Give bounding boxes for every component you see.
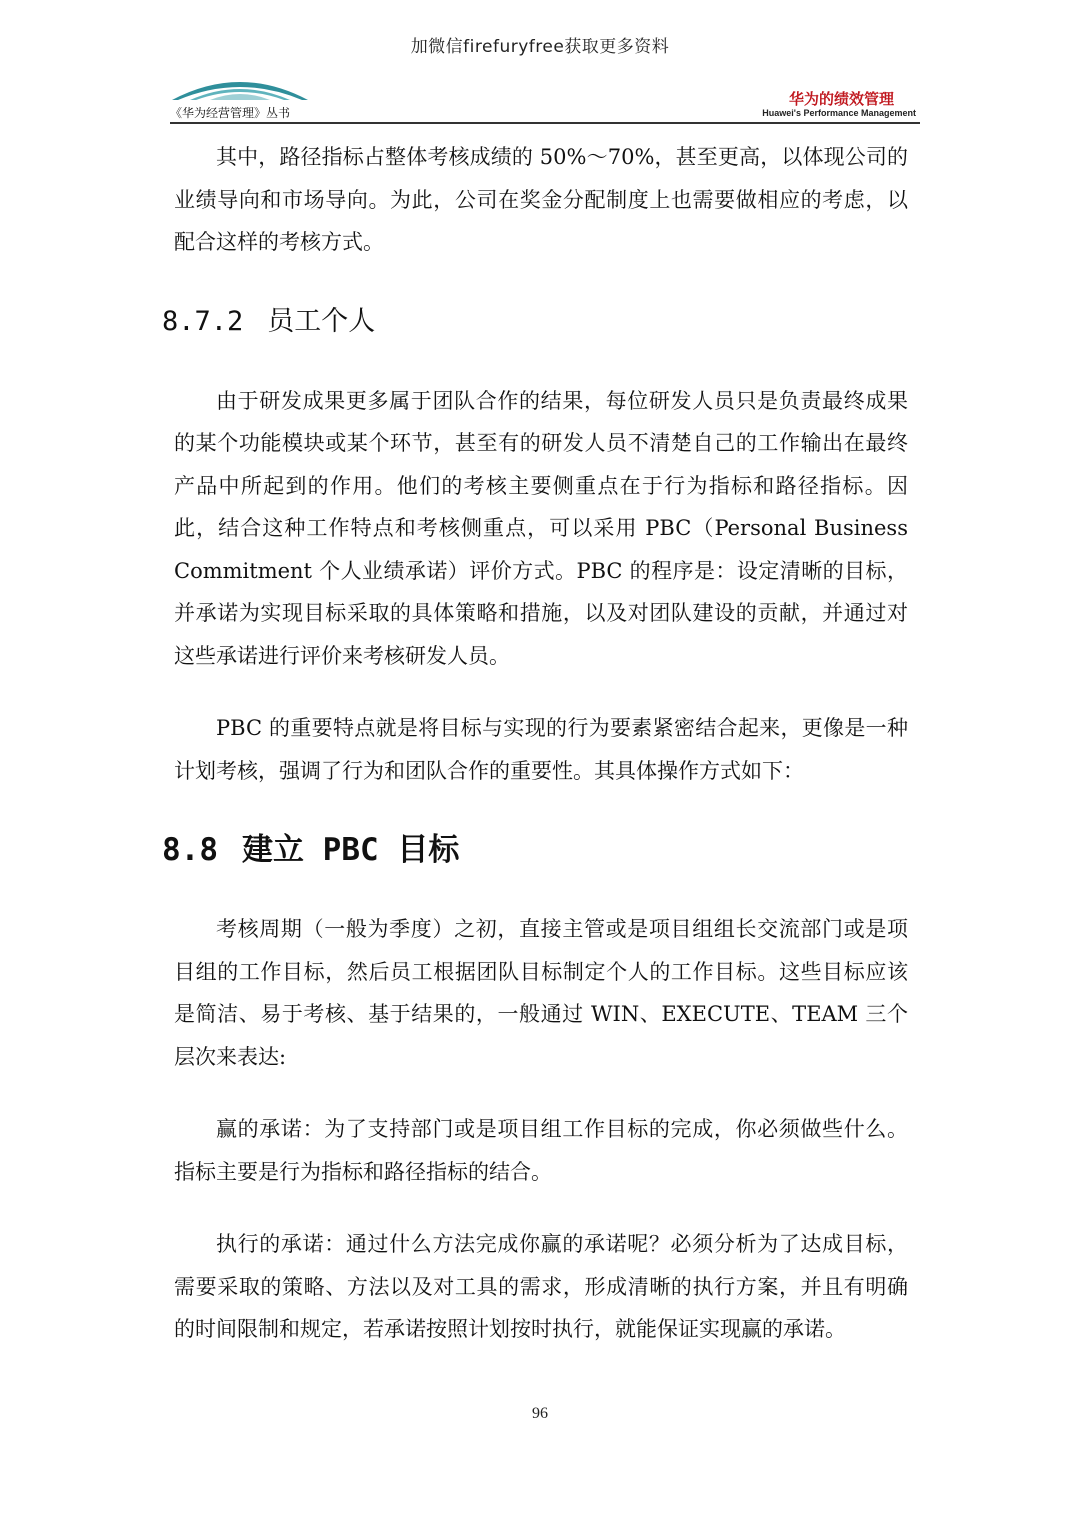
page-number: 96 [532, 1405, 548, 1422]
brand-title-cn: 华为的绩效管理 [788, 90, 894, 108]
mountain-arc-logo-icon [170, 72, 310, 102]
section-title: 建立 PBC 目标 [242, 832, 460, 868]
page-body [162, 136, 908, 1351]
body-paragraph: 赢的承诺：为了支持部门或是项目组工作目标的完成，你必须做些什么。指标主要是行为指标和路径指标的结合。 [174, 1117, 908, 1184]
section-number: 8.8 [162, 832, 218, 868]
series-name: 《华为经营管理》丛书 [170, 106, 291, 120]
body-paragraph: 考核周期（一般为季度）之初，直接主管或是项目组组长交流部门或是项目组的工作目标，然后员工根据团队目标制定个人的工作目标。这些目标应该是简洁、易于考核、基于结果的，一般通过 WIN、EXECUTE、TEAM 三个层次来表达: [174, 917, 908, 1069]
section-number: 8.7.2 [162, 305, 244, 337]
body-paragraph: 其中，路径指标占整体考核成绩的 50%～70%，甚至更高，以体现公司的业绩导向和市场导向。为此，公司在奖金分配制度上也需要做相应的考虑，以配合这样的考核方式。 [174, 145, 908, 254]
body-paragraph: 执行的承诺：通过什么方法完成你赢的承诺呢？必须分析为了达成目标，需要采取的策略、方法以及对工具的需求，形成清晰的执行方案，并且有明确的时间限制和规定，若承诺按照计划按时执行，就能保证实现赢的承诺。 [174, 1232, 908, 1341]
body-paragraph: PBC 的重要特点就是将目标与实现的行为要素紧密结合起来，更像是一种计划考核，强调了行为和团队合作的重要性。其具体操作方式如下： [174, 716, 908, 783]
section-heading-8-8 [162, 828, 908, 872]
brand-title-en: Huawei's Performance Management [762, 108, 916, 118]
header-divider [170, 122, 920, 124]
page-header [170, 72, 920, 122]
section-heading-8-7-2 [162, 302, 908, 342]
section-title: 员工个人 [267, 305, 376, 337]
body-paragraph: 由于研发成果更多属于团队合作的结果，每位研发人员只是负责最终成果的某个功能模块或某个环节，甚至有的研发人员不清楚自己的工作输出在最终产品中所起到的作用。他们的考核主要侧重点在于行为指标和路径指标。因此，结合这种工作特点和考核侧重点，可以采用 PBC（Personal Business Commitment 个人业绩承诺）评价方式。PBC 的程序是：设定清晰的目标，并承诺为实现目标采取的具体策略和措施，以及对团队建设的贡献，并通过对这些承诺进行评价来考核研发人员。 [174, 388, 908, 668]
watermark-text: 加微信firefuryfree获取更多资料 [410, 37, 670, 57]
